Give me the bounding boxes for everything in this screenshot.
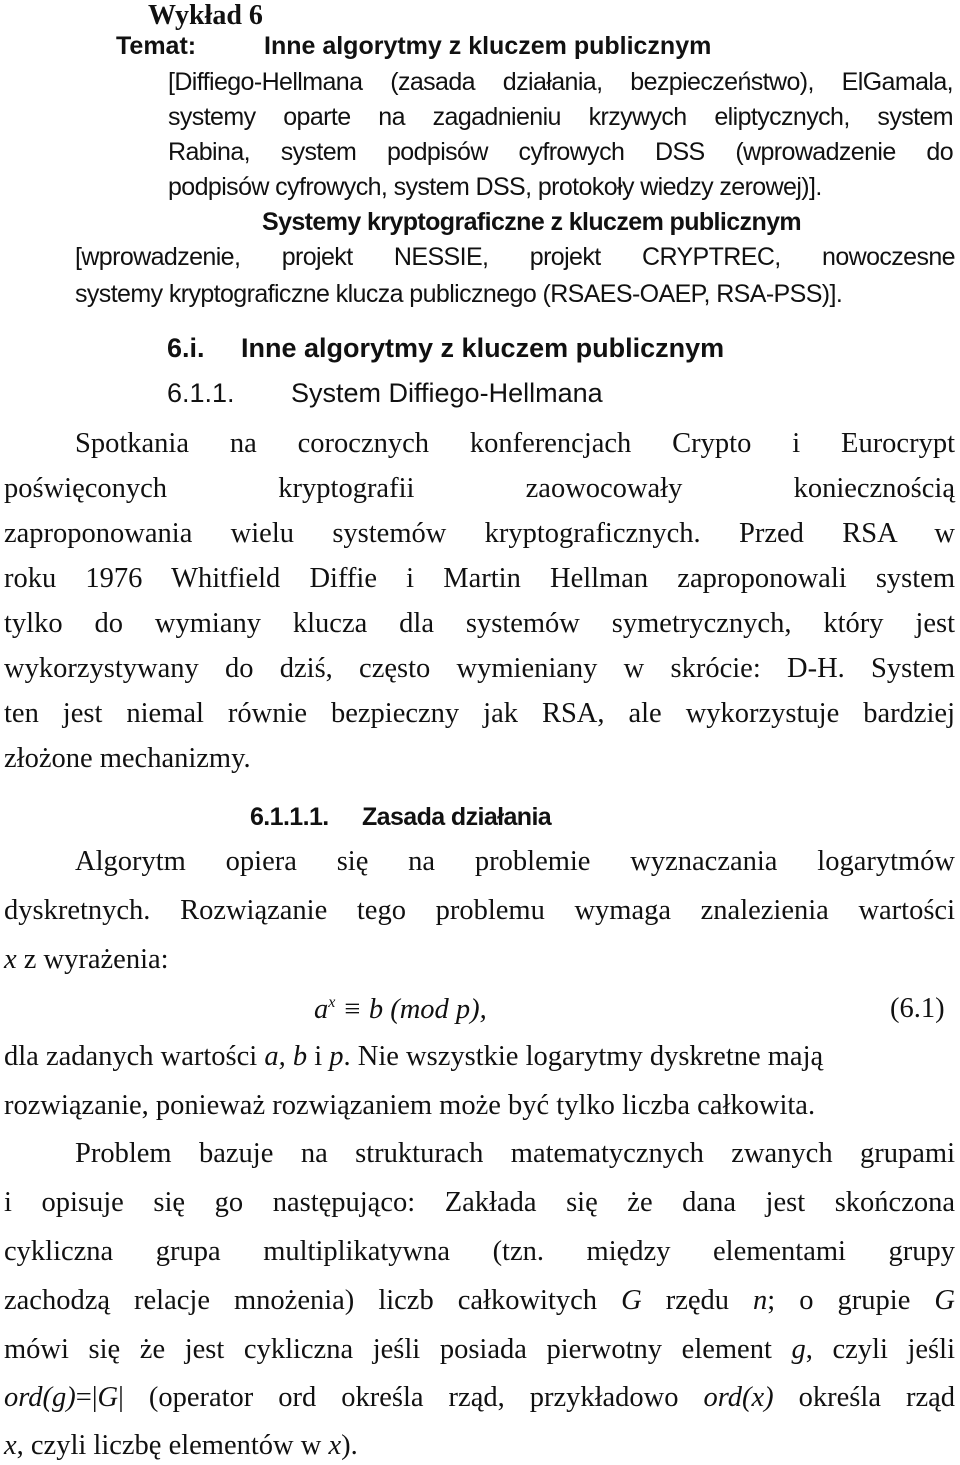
topic-line-4: podpisów cyfrowych, system DSS, protokoły wiedzy zerowej)]. (168, 173, 822, 201)
equation-number: (6.1) (890, 993, 945, 1024)
problem-line-7 (4, 1432, 358, 1461)
p6-ord: ord(g) (4, 1382, 76, 1413)
p7-b: ). (341, 1430, 358, 1461)
algo-line-2: dyskretnych. Rozwiązanie tego problemu wymaga znalezienia wartości (4, 895, 955, 926)
subsection-number: 6.1.1. (167, 378, 235, 408)
p5-a: mówi się że jest cykliczna jeśli posiada pierwotny element (4, 1334, 792, 1365)
section-title: Inne algorytmy z kluczem publicznym (241, 333, 725, 363)
p6-c: określa rząd (773, 1382, 955, 1413)
after-eq-line-1 (4, 1043, 823, 1072)
problem-line-2: i opisuje się go następująco: Zakłada się że dana jest skończona (4, 1187, 955, 1218)
problem-line-5 (4, 1336, 955, 1365)
var-x: x (4, 944, 17, 975)
intro-line-6: wykorzystywany do dziś, często wymieniany w skrócie: D-H. System (4, 653, 955, 684)
topic-title: Inne algorytmy z kluczem publicznym (264, 32, 712, 60)
p6-eq: =| (75, 1382, 98, 1413)
algo-line-3-text: z wyrażenia: (16, 944, 169, 975)
p7-a: , czyli liczbę elementów w (16, 1430, 329, 1461)
topic2-title: Systemy kryptograficzne z kluczem publicznym (262, 208, 802, 236)
intro-line-8: złożone mechanizmy. (4, 743, 251, 774)
problem-line-1: Problem bazuje na strukturach matematycznych zwanych grupami (75, 1138, 955, 1169)
topic-label: Temat: (116, 32, 197, 60)
after-eq-mid: i (307, 1041, 330, 1072)
subsubsection-number: 6.1.1.1. (250, 803, 329, 831)
after-eq-vars: a, b (264, 1041, 308, 1072)
p4-c: ; o grupie (767, 1285, 935, 1316)
p4-G: G (621, 1285, 642, 1316)
topic-line-1: [Diffiego-Hellmana (zasada działania, bezpieczeństwo), ElGamala, (168, 68, 953, 96)
algo-line-1: Algorytm opiera się na problemie wyznaczania logarytmów (75, 846, 955, 877)
intro-line-1: Spotkania na corocznych konferencjach Crypto i Eurocrypt (75, 428, 955, 459)
p5-b: , czyli jeśli (805, 1334, 955, 1365)
p4-G2: G (934, 1285, 955, 1316)
intro-line-4: roku 1976 Whitfield Diffie i Martin Hellman zaproponowali system (4, 563, 955, 594)
topic-line-3: Rabina, system podpisów cyfrowych DSS (wprowadzenie do (168, 138, 953, 166)
p7-x: x (4, 1430, 17, 1461)
after-eq-line-2: rozwiązanie, ponieważ rozwiązaniem może być tylko liczba całkowita. (4, 1090, 816, 1121)
eq-exp: x (328, 994, 336, 1011)
subsection-title: System Diffiego-Hellmana (291, 378, 603, 408)
after-eq-p: p (329, 1041, 344, 1072)
p4-n: n (753, 1285, 768, 1316)
intro-line-2: poświęconych kryptografii zaowocowały koniecznością (4, 473, 955, 504)
problem-line-6 (4, 1384, 955, 1413)
subsubsection-title: Zasada działania (362, 803, 552, 831)
topic-line-2: systemy oparte na zagadnieniu krzywych eliptycznych, system (168, 103, 953, 131)
equation (314, 995, 487, 1025)
problem-line-3: cykliczna grupa multiplikatywna (tzn. między elementami grupy (4, 1236, 955, 1267)
p6-b: (operator ord określa rząd, przykładowo (123, 1382, 704, 1413)
p6-G: G (97, 1382, 119, 1413)
after-eq-post: . Nie wszystkie logarytmy dyskretne mają (343, 1041, 824, 1072)
intro-line-3: zaproponowania wielu systemów kryptograficznych. Przed RSA w (4, 518, 955, 549)
intro-line-5: tylko do wymiany klucza dla systemów symetrycznych, który jest (4, 608, 955, 639)
p5-g: g (791, 1334, 806, 1365)
eq-base: a (314, 994, 329, 1025)
p4-a: zachodzą relacje mnożenia) liczb całkowitych (4, 1285, 622, 1316)
intro-line-7: ten jest niemal równie bezpieczny jak RSA, ale wykorzystuje bardziej (4, 698, 955, 729)
topic2-line-1: [wprowadzenie, projekt NESSIE, projekt CRYPTREC, nowoczesne (75, 243, 955, 271)
p6-bar: | (118, 1382, 124, 1413)
algo-line-3 (4, 946, 169, 975)
eq-rest: ≡ b (mod p), (335, 994, 487, 1025)
lecture-title: Wykład 6 (148, 0, 263, 31)
after-eq-pre: dla zadanych wartości (4, 1041, 265, 1072)
problem-line-4 (4, 1287, 955, 1316)
topic2-line-2: systemy kryptograficzne klucza publicznego (RSAES-OAEP, RSA-PSS)]. (75, 280, 843, 308)
section-number: 6.i. (167, 333, 205, 363)
p4-b: rzędu (641, 1285, 754, 1316)
p6-ordx: ord(x) (703, 1382, 774, 1413)
p7-x2: x (328, 1430, 342, 1461)
